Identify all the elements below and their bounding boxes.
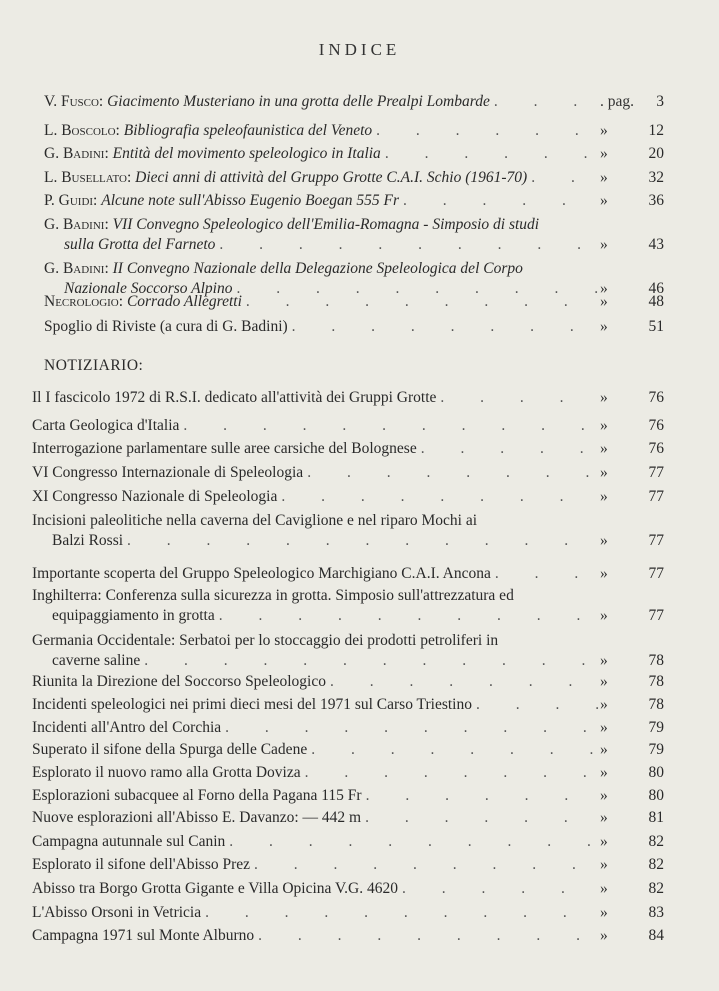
page-mark: » xyxy=(600,464,608,481)
page-number: 48 xyxy=(648,293,664,310)
entry-title-continued: Nazionale Soccorso Alpino xyxy=(64,280,233,297)
page-ref xyxy=(600,855,664,875)
page-ref xyxy=(600,191,664,211)
page-mark: » xyxy=(600,787,608,804)
leader-dots xyxy=(362,786,600,806)
entry-text-continued: caverne saline xyxy=(52,652,141,669)
entry-title-continued: sulla Grotta del Farneto xyxy=(64,236,216,253)
page-number: 12 xyxy=(648,122,664,139)
page-ref xyxy=(600,416,664,436)
page-mark: » xyxy=(600,145,608,162)
entry-text: Esplorato il sifone dell'Abisso Prez xyxy=(32,856,251,873)
page-number: 81 xyxy=(648,809,664,826)
entry-author: G. Badini: xyxy=(44,260,109,277)
news-entry xyxy=(32,926,664,946)
page-ref xyxy=(600,144,664,164)
page-number: 84 xyxy=(648,927,664,944)
entry-line xyxy=(44,259,664,279)
leader-dots xyxy=(399,191,600,211)
leader-dots xyxy=(288,317,600,337)
leader-dots xyxy=(307,740,600,760)
leader-dots xyxy=(436,388,600,408)
entry-line-continued xyxy=(44,235,664,255)
entry-title: Bibliografia speleofaunistica del Veneto xyxy=(123,122,373,139)
entry-line xyxy=(44,191,664,211)
page-mark: » xyxy=(600,607,608,624)
news-entry xyxy=(32,439,664,459)
page-ref xyxy=(600,832,664,852)
leader-dots xyxy=(361,808,600,828)
page-ref xyxy=(600,740,664,760)
page-number: 82 xyxy=(648,833,664,850)
entry-author: G. Badini: xyxy=(44,145,109,162)
entry-text xyxy=(44,121,372,141)
page-ref xyxy=(600,292,664,312)
news-entry xyxy=(32,903,664,923)
page-mark: » xyxy=(600,927,608,944)
index-entry xyxy=(44,292,664,312)
entry-line xyxy=(32,855,664,875)
index-entry xyxy=(44,92,664,112)
leader-dots xyxy=(201,903,600,923)
entry-line xyxy=(32,586,664,606)
page-ref xyxy=(600,487,664,507)
leader-dots xyxy=(242,292,600,312)
page-ref xyxy=(600,926,664,946)
entry-text: VI Congresso Internazionale di Speleologia xyxy=(32,464,304,481)
entry-line xyxy=(32,740,664,760)
page-number: 82 xyxy=(648,856,664,873)
entry-line xyxy=(32,808,664,828)
entry-line-continued xyxy=(32,606,664,626)
page-mark: » xyxy=(600,880,608,897)
page-number: 76 xyxy=(648,417,664,434)
news-entry xyxy=(32,672,664,692)
leader-dots xyxy=(179,416,600,436)
entry-text: Importante scoperta del Gruppo Speleologico Marchigiano C.A.I. Ancona xyxy=(32,565,491,582)
news-entry xyxy=(32,463,664,483)
leader-dots xyxy=(250,855,600,875)
entry-text: Germania Occidentale: Serbatoi per lo stoccaggio dei prodotti petroliferi in xyxy=(32,632,499,649)
news-entry xyxy=(32,511,664,551)
entry-title: VII Convegno Speleologico dell'Emilia-Romagna - Simposio di studi xyxy=(112,216,540,233)
page-mark: » xyxy=(600,565,608,582)
leader-dots xyxy=(490,92,600,112)
page-number: 3 xyxy=(656,93,664,110)
entry-text xyxy=(44,215,539,235)
page-ref xyxy=(600,903,664,923)
news-entry xyxy=(32,564,664,584)
news-entry xyxy=(32,718,664,738)
news-entry xyxy=(32,487,664,507)
entry-text xyxy=(44,292,242,312)
page-number: 80 xyxy=(648,787,664,804)
page-ref xyxy=(600,168,664,188)
entry-text: Incidenti all'Antro del Corchia xyxy=(32,719,222,736)
news-entry xyxy=(32,763,664,783)
page-ref xyxy=(600,606,664,626)
entry-line xyxy=(32,439,664,459)
entry-text: XI Congresso Nazionale di Speleologia xyxy=(32,488,278,505)
index-entry xyxy=(44,121,664,141)
entry-text: Campagna 1971 sul Monte Alburno xyxy=(32,927,255,944)
entry-text xyxy=(44,259,523,279)
page-mark: » xyxy=(600,696,608,713)
index-entry xyxy=(44,144,664,164)
leader-dots xyxy=(417,439,600,459)
entry-line xyxy=(32,879,664,899)
leader-dots xyxy=(254,926,600,946)
entry-text xyxy=(44,191,399,211)
entry-text: Inghilterra: Conferenza sulla sicurezza in grotta. Simposio sull'attrezzatura ed xyxy=(32,587,514,604)
entry-text: Esplorato il nuovo ramo alla Grotta Doviza xyxy=(32,764,301,781)
entry-line xyxy=(32,695,664,715)
page-ref xyxy=(600,317,664,337)
entry-text-continued: Balzi Rossi xyxy=(52,532,124,549)
entry-text: Campagna autunnale sul Canin xyxy=(32,833,226,850)
page-ref xyxy=(600,564,664,584)
entry-text: Nuove esplorazioni all'Abisso E. Davanzo: — 442 m xyxy=(32,809,362,826)
page-mark: » xyxy=(600,389,608,406)
page-mark: » xyxy=(600,741,608,758)
entry-text: Carta Geologica d'Italia xyxy=(32,417,180,434)
page-mark: » xyxy=(600,280,608,297)
news-entry xyxy=(32,786,664,806)
page-mark: . pag. xyxy=(600,93,635,110)
page-number: 78 xyxy=(648,696,664,713)
entry-line xyxy=(44,292,664,312)
page-ref xyxy=(600,651,664,671)
page-mark: » xyxy=(600,764,608,781)
page-number: 77 xyxy=(648,565,664,582)
page-number: 80 xyxy=(648,764,664,781)
leader-dots xyxy=(472,695,600,715)
page-ref xyxy=(600,786,664,806)
leader-dots xyxy=(326,672,600,692)
page-number: 76 xyxy=(648,440,664,457)
leader-dots xyxy=(527,168,600,188)
entry-title: Spoglio di Riviste (a cura di G. Badini) xyxy=(44,318,288,335)
leader-dots xyxy=(398,879,600,899)
page-mark: » xyxy=(600,673,608,690)
entry-author: V. Fusco: xyxy=(44,93,104,110)
index-entry xyxy=(44,215,664,255)
page-number: 78 xyxy=(648,673,664,690)
entry-text: Esplorazioni subacquee al Forno della Pagana 115 Fr xyxy=(32,787,362,804)
entry-title: Alcune note sull'Abisso Eugenio Boegan 555 Fr xyxy=(101,192,400,209)
entry-line xyxy=(44,215,664,235)
entry-line xyxy=(32,718,664,738)
news-entry xyxy=(32,695,664,715)
page-number: 36 xyxy=(648,192,664,209)
page-ref xyxy=(600,763,664,783)
entry-line xyxy=(32,903,664,923)
entry-text: Superato il sifone della Spurga delle Cadene xyxy=(32,741,308,758)
page-number: 79 xyxy=(648,741,664,758)
page-ref xyxy=(600,388,664,408)
page-number: 46 xyxy=(648,280,664,297)
entry-title: Corrado Allegretti xyxy=(126,293,242,310)
leader-dots xyxy=(491,564,600,584)
entry-text: Incidenti speleologici nei primi dieci mesi del 1971 sul Carso Triestino xyxy=(32,696,472,713)
page-ref xyxy=(600,879,664,899)
page-mark: » xyxy=(600,532,608,549)
page-number: 43 xyxy=(648,236,664,253)
entry-title: II Convegno Nazionale della Delegazione Speleologica del Corpo xyxy=(112,260,523,277)
entry-line xyxy=(32,487,664,507)
entry-line xyxy=(44,92,664,112)
news-entry xyxy=(32,416,664,436)
entry-line xyxy=(32,763,664,783)
entry-text xyxy=(44,317,288,337)
page-ref xyxy=(600,463,664,483)
news-entry xyxy=(32,388,664,408)
page-mark: » xyxy=(600,318,608,335)
leader-dots xyxy=(381,144,600,164)
page-ref xyxy=(600,92,664,112)
news-entry xyxy=(32,855,664,875)
leader-dots xyxy=(301,763,600,783)
index-entry xyxy=(44,191,664,211)
entry-line xyxy=(32,926,664,946)
entry-text: Incisioni paleolitiche nella caverna del Caviglione e nel riparo Mochi ai xyxy=(32,512,478,529)
entry-author: P. Guidi: xyxy=(44,192,98,209)
news-entry xyxy=(32,808,664,828)
page-ref xyxy=(600,672,664,692)
entry-text xyxy=(44,144,381,164)
entry-line xyxy=(32,631,664,651)
page-number: 76 xyxy=(648,389,664,406)
entry-text xyxy=(44,168,527,188)
news-entry xyxy=(32,586,664,626)
entry-line xyxy=(32,564,664,584)
leader-dots xyxy=(140,651,600,671)
page-mark: » xyxy=(600,122,608,139)
page-mark: » xyxy=(600,719,608,736)
news-entry xyxy=(32,740,664,760)
entry-text: Interrogazione parlamentare sulle aree carsiche del Bolognese xyxy=(32,440,417,457)
page-mark: » xyxy=(600,293,608,310)
page-mark: » xyxy=(600,809,608,826)
section-heading: NOTIZIARIO: xyxy=(44,357,144,374)
page-ref xyxy=(600,439,664,459)
page-number: 20 xyxy=(648,145,664,162)
entry-text-continued: equipaggiamento in grotta xyxy=(52,607,215,624)
entry-line xyxy=(32,463,664,483)
leader-dots xyxy=(215,606,600,626)
leader-dots xyxy=(123,531,600,551)
entry-author: G. Badini: xyxy=(44,216,109,233)
page-ref xyxy=(600,121,664,141)
page-mark: » xyxy=(600,169,608,186)
entry-line xyxy=(32,511,664,531)
index-entry xyxy=(44,168,664,188)
page-mark: » xyxy=(600,417,608,434)
entry-line xyxy=(32,672,664,692)
page-number: 78 xyxy=(648,652,664,669)
page-mark: » xyxy=(600,856,608,873)
leader-dots xyxy=(225,832,600,852)
entry-line xyxy=(32,388,664,408)
leader-dots xyxy=(372,121,600,141)
entry-text xyxy=(44,92,490,112)
leader-dots xyxy=(215,235,600,255)
page-number: 82 xyxy=(648,880,664,897)
page-ref xyxy=(600,235,664,255)
entry-line xyxy=(44,168,664,188)
entry-author: L. Boscolo: xyxy=(44,122,120,139)
entry-line xyxy=(44,144,664,164)
leader-dots xyxy=(303,463,600,483)
page-ref xyxy=(600,531,664,551)
entry-title: Entità del movimento speleologico in Italia xyxy=(112,145,381,162)
page-number: 77 xyxy=(648,488,664,505)
entry-author: L. Busellato: xyxy=(44,169,132,186)
leader-dots xyxy=(277,487,600,507)
page-ref xyxy=(600,695,664,715)
news-entry xyxy=(32,879,664,899)
page-ref xyxy=(600,808,664,828)
page-mark: » xyxy=(600,488,608,505)
entry-line-continued xyxy=(32,651,664,671)
index-entry xyxy=(44,317,664,337)
page-number: 77 xyxy=(648,532,664,549)
entry-line xyxy=(44,121,664,141)
page-number: 51 xyxy=(648,318,664,335)
entry-line xyxy=(44,317,664,337)
page-number: 83 xyxy=(648,904,664,921)
entry-author: Necrologio: xyxy=(44,293,124,310)
leader-dots xyxy=(221,718,600,738)
page-number: 77 xyxy=(648,464,664,481)
entry-line-continued xyxy=(32,531,664,551)
entry-text: Abisso tra Borgo Grotta Gigante e Villa Opicina V.G. 4620 xyxy=(32,880,399,897)
entry-title: Dieci anni di attività del Gruppo Grotte C.A.I. Schio (1961-70) xyxy=(135,169,528,186)
entry-line xyxy=(32,832,664,852)
page-number: 77 xyxy=(648,607,664,624)
news-entry xyxy=(32,832,664,852)
page-ref xyxy=(600,718,664,738)
page-title: INDICE xyxy=(318,40,401,59)
entry-line xyxy=(32,786,664,806)
entry-text: Riunita la Direzione del Soccorso Speleologico xyxy=(32,673,326,690)
page-mark: » xyxy=(600,833,608,850)
page-mark: » xyxy=(600,440,608,457)
entry-text: Il I fascicolo 1972 di R.S.I. dedicato all'attività dei Gruppi Grotte xyxy=(32,389,437,406)
page-mark: » xyxy=(600,904,608,921)
entry-line xyxy=(32,416,664,436)
page-number: 32 xyxy=(648,169,664,186)
page-mark: » xyxy=(600,236,608,253)
page-mark: » xyxy=(600,652,608,669)
page-mark: » xyxy=(600,192,608,209)
entry-title: Giacimento Musteriano in una grotta delle Prealpi Lombarde xyxy=(107,93,490,110)
news-entry xyxy=(32,631,664,671)
entry-text: L'Abisso Orsoni in Vetricia xyxy=(32,904,202,921)
page-number: 79 xyxy=(648,719,664,736)
